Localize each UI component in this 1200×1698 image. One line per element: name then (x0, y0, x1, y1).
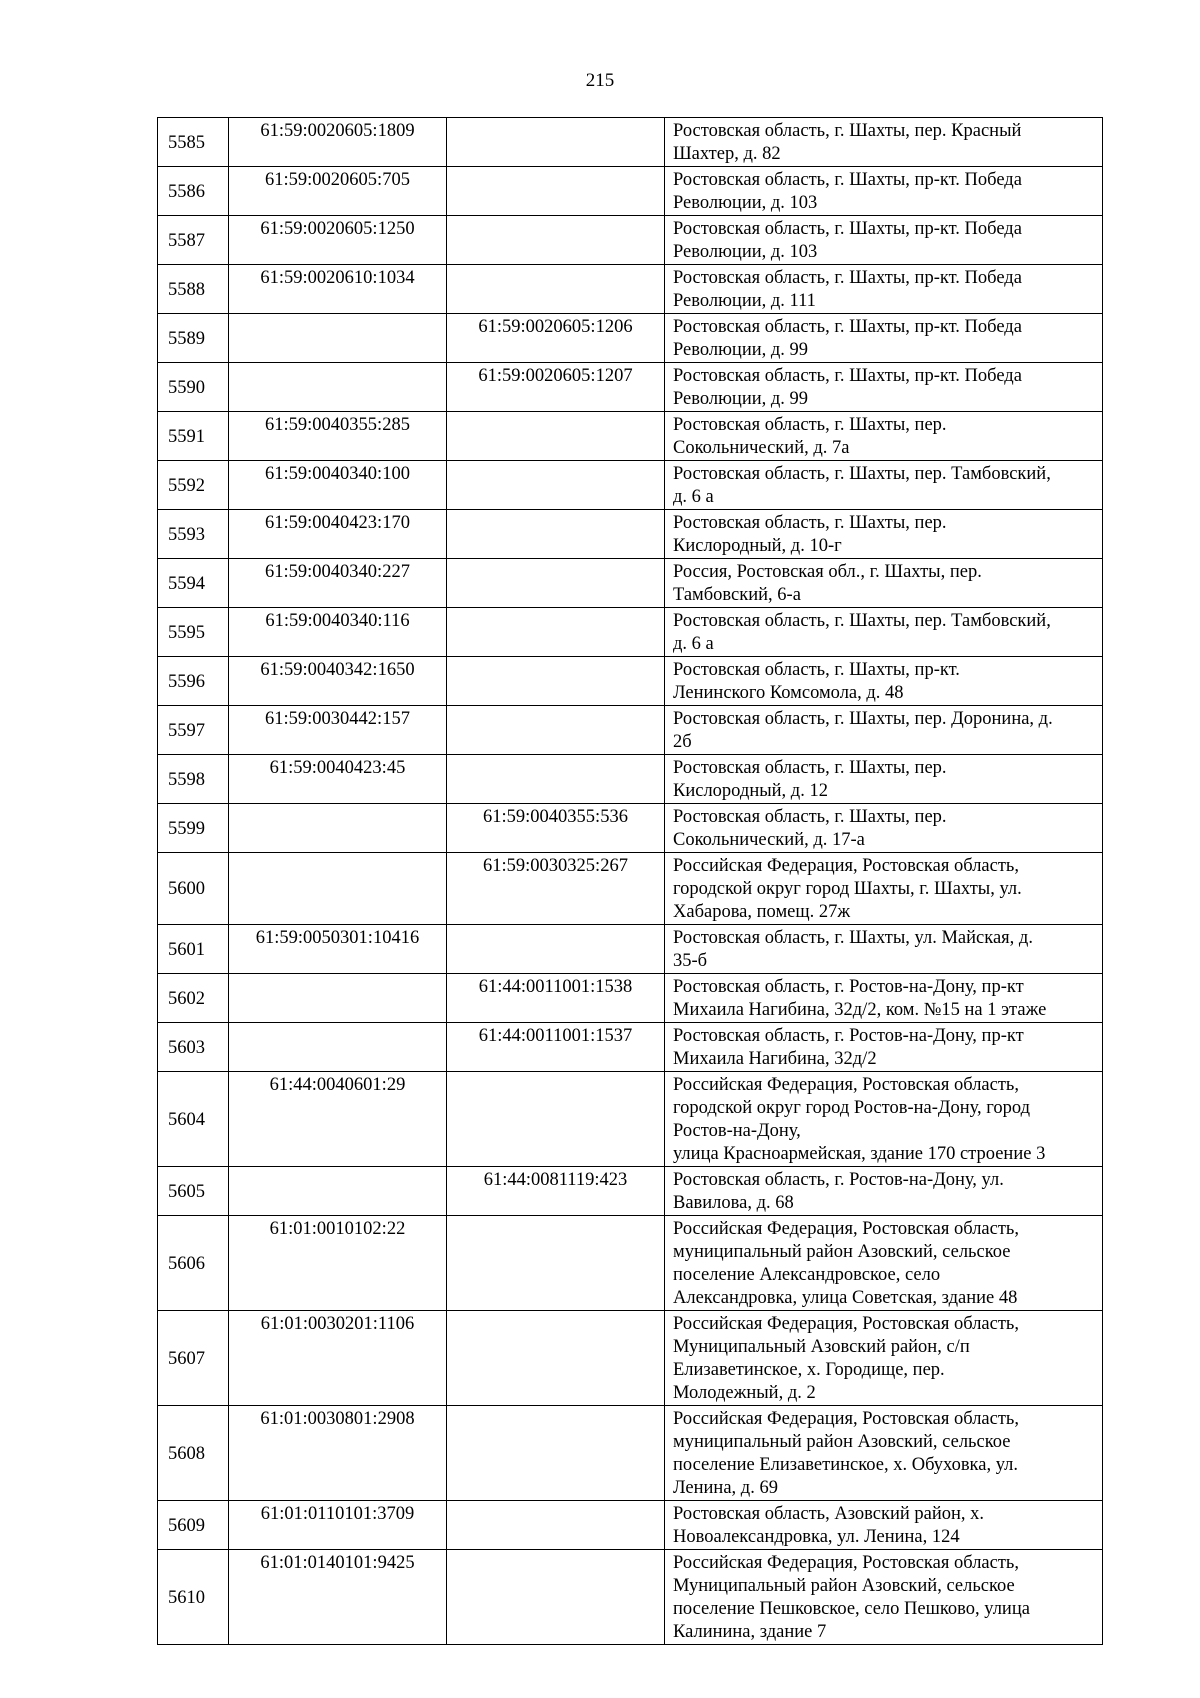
address-cell: Ростовская область, г. Шахты, пер. Кислородный, д. 12 (665, 755, 1103, 804)
cadastral-number-alt-cell: 61:44:0011001:1537 (447, 1023, 665, 1072)
cadastral-number-alt-cell (447, 412, 665, 461)
table-row (158, 1311, 1103, 1406)
address-cell: Ростовская область, г. Шахты, пер. Сокольнический, д. 7а (665, 412, 1103, 461)
address-cell: Ростовская область, г. Шахты, пер. Доронина, д. 2б (665, 706, 1103, 755)
row-number-cell: 5591 (158, 412, 229, 461)
row-number-cell: 5609 (158, 1501, 229, 1550)
table-row (158, 1072, 1103, 1167)
cadastral-number-cell: 61:59:0040340:227 (229, 559, 447, 608)
cadastral-number-alt-cell (447, 1216, 665, 1311)
cadastral-number-cell: 61:44:0040601:29 (229, 1072, 447, 1167)
row-number-cell: 5610 (158, 1550, 229, 1645)
row-number-cell: 5588 (158, 265, 229, 314)
cadastral-number-cell: 61:59:0020605:1809 (229, 118, 447, 167)
table-row (158, 216, 1103, 265)
row-number-cell: 5604 (158, 1072, 229, 1167)
cadastral-number-alt-cell: 61:59:0020605:1207 (447, 363, 665, 412)
cadastral-number-cell (229, 314, 447, 363)
table-row (158, 363, 1103, 412)
cadastral-number-cell: 61:59:0040340:116 (229, 608, 447, 657)
address-cell: Ростовская область, г. Шахты, пр-кт. Победа Революции, д. 103 (665, 167, 1103, 216)
cadastral-number-cell (229, 804, 447, 853)
cadastral-number-alt-cell: 61:44:0011001:1538 (447, 974, 665, 1023)
table-row (158, 559, 1103, 608)
row-number-cell: 5597 (158, 706, 229, 755)
cadastral-number-cell: 61:59:0020610:1034 (229, 265, 447, 314)
cadastral-number-alt-cell: 61:59:0030325:267 (447, 853, 665, 925)
table-row (158, 706, 1103, 755)
cadastral-number-cell: 61:01:0030801:2908 (229, 1406, 447, 1501)
table-row (158, 925, 1103, 974)
address-cell: Ростовская область, г. Шахты, пер. Кислородный, д. 10-г (665, 510, 1103, 559)
table-row (158, 314, 1103, 363)
address-cell: Ростовская область, г. Ростов-на-Дону, ул. Вавилова, д. 68 (665, 1167, 1103, 1216)
table-row (158, 167, 1103, 216)
table-row (158, 1406, 1103, 1501)
table-row (158, 657, 1103, 706)
cadastral-number-alt-cell: 61:59:0020605:1206 (447, 314, 665, 363)
cadastral-number-alt-cell (447, 1406, 665, 1501)
cadastral-number-cell: 61:59:0050301:10416 (229, 925, 447, 974)
address-cell: Ростовская область, г. Ростов-на-Дону, пр-кт Михаила Нагибина, 32д/2, ком. №15 на 1 этаже (665, 974, 1103, 1023)
cadastral-number-cell: 61:01:0140101:9425 (229, 1550, 447, 1645)
table-row (158, 804, 1103, 853)
row-number-cell: 5594 (158, 559, 229, 608)
address-cell: Российская Федерация, Ростовская область, Муниципальный район Азовский, сельское поселение Пешковское, село Пешково, улица Калинина, здание 7 (665, 1550, 1103, 1645)
row-number-cell: 5607 (158, 1311, 229, 1406)
address-cell: Российская Федерация, Ростовская область, городской округ город Шахты, г. Шахты, ул. Хабарова, помещ. 27ж (665, 853, 1103, 925)
address-cell: Ростовская область, г. Шахты, пер. Сокольнический, д. 17-а (665, 804, 1103, 853)
cadastral-number-cell: 61:59:0040340:100 (229, 461, 447, 510)
registry-table (157, 117, 1103, 1645)
address-cell: Ростовская область, г. Шахты, пер. Тамбовский, д. 6 а (665, 461, 1103, 510)
row-number-cell: 5599 (158, 804, 229, 853)
cadastral-number-cell: 61:01:0110101:3709 (229, 1501, 447, 1550)
address-cell: Российская Федерация, Ростовская область, муниципальный район Азовский, сельское поселение Елизаветинское, х. Обуховка, ул. Ленина, д. 69 (665, 1406, 1103, 1501)
cadastral-number-alt-cell (447, 167, 665, 216)
row-number-cell: 5587 (158, 216, 229, 265)
table-row (158, 1023, 1103, 1072)
cadastral-number-alt-cell (447, 755, 665, 804)
address-cell: Ростовская область, г. Шахты, пр-кт. Победа Революции, д. 103 (665, 216, 1103, 265)
table-row (158, 118, 1103, 167)
table-row (158, 1167, 1103, 1216)
table-row (158, 510, 1103, 559)
row-number-cell: 5601 (158, 925, 229, 974)
cadastral-number-cell: 61:59:0040423:170 (229, 510, 447, 559)
table-row (158, 853, 1103, 925)
cadastral-number-alt-cell (447, 559, 665, 608)
table-row (158, 1501, 1103, 1550)
address-cell: Ростовская область, Азовский район, х. Новоалександровка, ул. Ленина, 124 (665, 1501, 1103, 1550)
row-number-cell: 5585 (158, 118, 229, 167)
cadastral-number-alt-cell (447, 265, 665, 314)
page-number: 215 (585, 70, 615, 91)
cadastral-number-alt-cell (447, 1550, 665, 1645)
cadastral-number-cell: 61:59:0030442:157 (229, 706, 447, 755)
address-cell: Ростовская область, г. Шахты, пр-кт. Ленинского Комсомола, д. 48 (665, 657, 1103, 706)
address-cell: Ростовская область, г. Ростов-на-Дону, пр-кт Михаила Нагибина, 32д/2 (665, 1023, 1103, 1072)
row-number-cell: 5595 (158, 608, 229, 657)
cadastral-number-alt-cell (447, 1501, 665, 1550)
cadastral-number-alt-cell (447, 706, 665, 755)
address-cell: Россия, Ростовская обл., г. Шахты, пер. Тамбовский, 6-а (665, 559, 1103, 608)
cadastral-number-alt-cell: 61:59:0040355:536 (447, 804, 665, 853)
cadastral-number-cell: 61:59:0040423:45 (229, 755, 447, 804)
table-row (158, 1216, 1103, 1311)
cadastral-number-alt-cell (447, 925, 665, 974)
address-cell: Ростовская область, г. Шахты, пр-кт. Победа Революции, д. 99 (665, 363, 1103, 412)
address-cell: Ростовская область, г. Шахты, пр-кт. Победа Революции, д. 99 (665, 314, 1103, 363)
cadastral-number-alt-cell (447, 118, 665, 167)
address-cell: Российская Федерация, Ростовская область, городской округ город Ростов-на-Дону, город Ростов-на-Дону, улица Красноармейская, здание 170 строение 3 (665, 1072, 1103, 1167)
cadastral-number-cell: 61:59:0040342:1650 (229, 657, 447, 706)
row-number-cell: 5602 (158, 974, 229, 1023)
cadastral-number-cell (229, 363, 447, 412)
cadastral-number-alt-cell (447, 1072, 665, 1167)
cadastral-number-alt-cell (447, 461, 665, 510)
row-number-cell: 5608 (158, 1406, 229, 1501)
cadastral-number-alt-cell (447, 216, 665, 265)
row-number-cell: 5606 (158, 1216, 229, 1311)
table-row (158, 461, 1103, 510)
table-row (158, 974, 1103, 1023)
address-cell: Ростовская область, г. Шахты, пер. Красный Шахтер, д. 82 (665, 118, 1103, 167)
row-number-cell: 5590 (158, 363, 229, 412)
cadastral-number-alt-cell (447, 657, 665, 706)
address-cell: Российская Федерация, Ростовская область, Муниципальный Азовский район, с/п Елизаветинское, х. Городище, пер. Молодежный, д. 2 (665, 1311, 1103, 1406)
row-number-cell: 5603 (158, 1023, 229, 1072)
row-number-cell: 5596 (158, 657, 229, 706)
table-row (158, 755, 1103, 804)
table-row (158, 1550, 1103, 1645)
registry-table-body (158, 118, 1103, 1645)
row-number-cell: 5589 (158, 314, 229, 363)
cadastral-number-cell: 61:59:0020605:705 (229, 167, 447, 216)
table-row (158, 265, 1103, 314)
cadastral-number-cell: 61:59:0040355:285 (229, 412, 447, 461)
cadastral-number-cell (229, 1167, 447, 1216)
table-row (158, 608, 1103, 657)
cadastral-number-alt-cell: 61:44:0081119:423 (447, 1167, 665, 1216)
cadastral-number-alt-cell (447, 1311, 665, 1406)
row-number-cell: 5605 (158, 1167, 229, 1216)
row-number-cell: 5600 (158, 853, 229, 925)
address-cell: Ростовская область, г. Шахты, пр-кт. Победа Революции, д. 111 (665, 265, 1103, 314)
cadastral-number-cell (229, 1023, 447, 1072)
row-number-cell: 5598 (158, 755, 229, 804)
cadastral-number-cell: 61:59:0020605:1250 (229, 216, 447, 265)
address-cell: Ростовская область, г. Шахты, ул. Майская, д. 35-б (665, 925, 1103, 974)
table-row (158, 412, 1103, 461)
cadastral-number-cell (229, 853, 447, 925)
address-cell: Российская Федерация, Ростовская область, муниципальный район Азовский, сельское поселение Александровское, село Александровка, улица Советская, здание 48 (665, 1216, 1103, 1311)
cadastral-number-cell: 61:01:0030201:1106 (229, 1311, 447, 1406)
cadastral-number-alt-cell (447, 510, 665, 559)
cadastral-number-cell (229, 974, 447, 1023)
cadastral-number-cell: 61:01:0010102:22 (229, 1216, 447, 1311)
row-number-cell: 5586 (158, 167, 229, 216)
cadastral-number-alt-cell (447, 608, 665, 657)
row-number-cell: 5593 (158, 510, 229, 559)
address-cell: Ростовская область, г. Шахты, пер. Тамбовский, д. 6 а (665, 608, 1103, 657)
row-number-cell: 5592 (158, 461, 229, 510)
